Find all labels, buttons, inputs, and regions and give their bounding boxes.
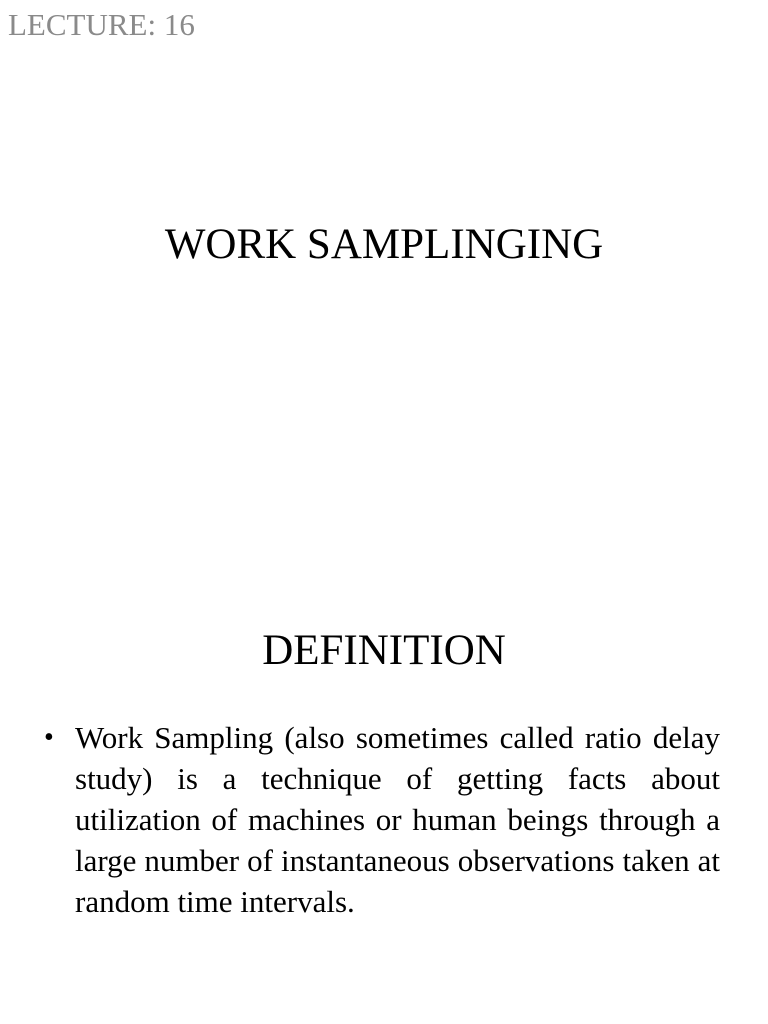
definition-heading: DEFINITION [262, 627, 506, 674]
bullet-icon: • [44, 722, 54, 753]
lecture-label: LECTURE: 16 [8, 7, 195, 42]
definition-bullet-list [44, 717, 720, 922]
definition-bullet-item [44, 717, 720, 922]
definition-bullet-text: Work Sampling (also sometimes called ratio delay study) is a technique of getting facts about utilization of machines or human beings through a large number of instantaneous observations taken at random time intervals. [75, 720, 720, 919]
page-title: WORK SAMPLINGING [164, 221, 604, 268]
